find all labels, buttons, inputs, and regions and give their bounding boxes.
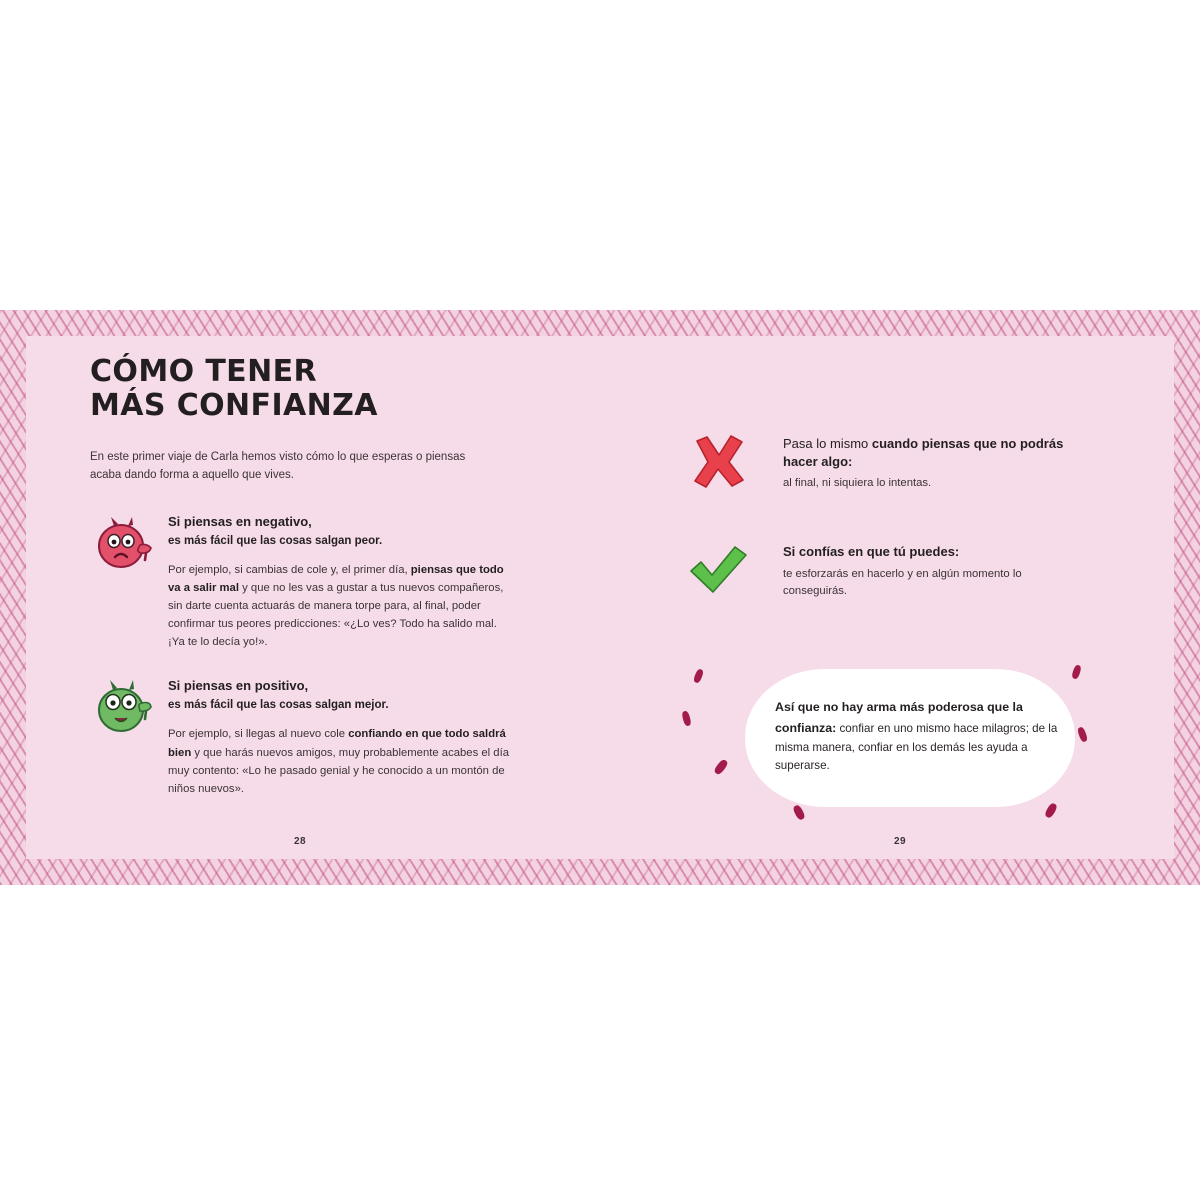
block-negative-subheading: es más fácil que las cosas salgan peor. xyxy=(168,534,383,547)
confetti-dot xyxy=(681,710,692,726)
right-item-check-body xyxy=(783,543,1075,601)
pos-part-3: y que harás nuevos amigos, muy probablemente acabes el día muy contento: «Lo he pasado genial y he conocido a un montón de niños nuevos». xyxy=(168,746,509,795)
block-negative-paragraph xyxy=(168,561,510,651)
green-monster-thumbs-up-icon xyxy=(90,677,160,739)
left-page-column xyxy=(90,355,510,824)
confetti-dot xyxy=(1071,664,1082,679)
block-positive-heading-text: Si piensas en positivo, xyxy=(168,678,309,694)
block-positive-thinking xyxy=(90,677,510,797)
page-number-right: 29 xyxy=(893,836,907,847)
right-item-cross-heading xyxy=(783,435,1075,470)
pos-part-2-bold: confiando en que todo saldrá bien xyxy=(168,728,506,759)
confetti-dot xyxy=(693,668,705,684)
pos-part-1: Por ejemplo, si llegas al nuevo cole xyxy=(168,728,349,741)
right-item-check-body-text: te esforzarás en hacerlo y en algún momento lo conseguirás. xyxy=(783,567,1022,598)
block-negative-heading-text: Si piensas en negativo, xyxy=(168,514,312,529)
page-number-left: 28 xyxy=(293,836,307,847)
right-item-cross-body-text: al final, ni siquiera lo intentas. xyxy=(783,477,932,490)
cross-heading-bold: cuando piensas que no podrás hacer algo: xyxy=(783,436,1064,469)
cross-heading-prefix: Pasa lo mismo xyxy=(783,436,872,451)
block-positive-paragraph xyxy=(168,725,510,797)
callout-text xyxy=(775,697,1065,776)
confetti-dot xyxy=(713,758,729,776)
confetti-dot xyxy=(792,804,806,821)
page-title xyxy=(90,355,510,423)
neg-part-1: Por ejemplo, si cambias de cole y, el primer día, xyxy=(168,564,411,577)
red-monster-thumbs-down-icon xyxy=(90,513,160,575)
right-item-check xyxy=(675,543,1075,609)
page-title-line-2: MÁS CONFIANZA xyxy=(90,388,378,424)
right-page-column xyxy=(675,435,1075,651)
neg-part-2-bold: piensas que todo va a salir mal xyxy=(168,564,504,595)
callout-bubble xyxy=(655,655,1085,845)
neg-part-3: y que no les vas a gustar a tus nuevos compañeros, sin darte cuenta actuarás de manera torpe para, al final, poder confirmar tus peores predicciones: «¿Lo ves? Todo ha salido mal. ¡Ya te lo decía yo!». xyxy=(168,582,504,649)
right-item-cross-body xyxy=(783,435,1075,493)
book-spread xyxy=(0,310,1200,885)
block-negative-thinking xyxy=(90,513,510,651)
block-negative-heading xyxy=(168,513,510,549)
intro-paragraph: En este primer viaje de Carla hemos visto cómo lo que esperas o piensas acaba dando forma a aquello que vives. xyxy=(90,451,466,482)
block-negative-body xyxy=(168,513,510,651)
page-title-line-1: CÓMO TENER xyxy=(90,354,317,389)
block-positive-heading xyxy=(168,677,510,713)
right-item-cross xyxy=(675,435,1075,501)
callout-rest-text: confiar en uno mismo hace milagros; de la misma manera, confiar en los demás les ayuda a superarse. xyxy=(775,721,1058,773)
red-cross-icon xyxy=(685,431,751,493)
callout-bold-text: Así que no hay arma más poderosa que la confianza: xyxy=(775,700,1023,735)
right-item-check-heading: Si confías en que tú puedes: xyxy=(783,544,960,559)
confetti-dot xyxy=(1044,802,1058,819)
block-positive-subheading: es más fácil que las cosas salgan mejor. xyxy=(168,698,389,711)
green-check-icon xyxy=(685,539,751,601)
block-positive-body xyxy=(168,677,510,797)
